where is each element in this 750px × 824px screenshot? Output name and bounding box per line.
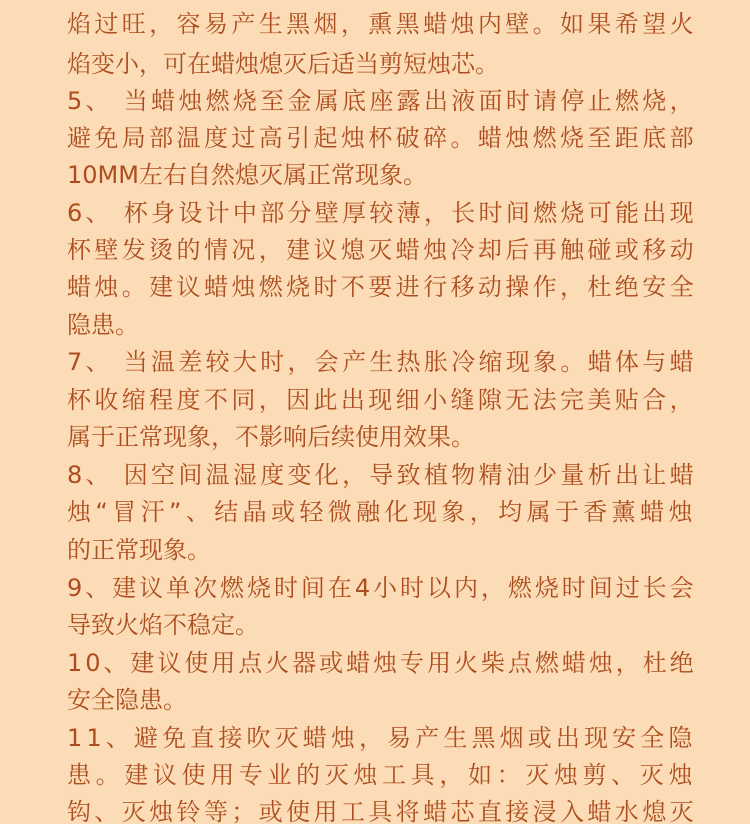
text-line: 避免局部温度过高引起烛杯破碎。蜡烛燃烧至距底部 <box>67 124 697 152</box>
text-line: 蜡烛。建议蜡烛燃烧时不要进行移动操作，杜绝安全 <box>67 273 697 301</box>
text-line: 安全隐患。 <box>67 686 187 714</box>
text-line: 11、避免直接吹灭蜡烛，易产生黑烟或出现安全隐 <box>67 724 697 752</box>
text-line: 的正常现象。 <box>67 536 211 564</box>
text-line: 9、建议单次燃烧时间在4小时以内，燃烧时间过长会 <box>67 574 697 602</box>
text-line: 焰过旺，容易产生黑烟，熏黑蜡烛内壁。如果希望火 <box>67 10 697 38</box>
text-line: 5、 当蜡烛燃烧至金属底座露出液面时请停止燃烧， <box>67 87 697 115</box>
text-line: 导致火焰不稳定。 <box>67 611 259 639</box>
text-line: 10、建议使用点火器或蜡烛专用火柴点燃蜡烛，杜绝 <box>67 649 697 677</box>
text-line: 10MM左右自然熄灭属正常现象。 <box>67 161 427 189</box>
text-line: 杯壁发烫的情况，建议熄灭蜡烛冷却后再触碰或移动 <box>67 236 697 264</box>
text-line: 6、 杯身设计中部分壁厚较薄，长时间燃烧可能出现 <box>67 199 697 227</box>
text-line: 属于正常现象，不影响后续使用效果。 <box>67 423 475 451</box>
text-line: 烛“冒汗”、结晶或轻微融化现象，均属于香薰蜡烛 <box>67 498 697 526</box>
text-line: 隐患。 <box>67 311 139 339</box>
text-line: 7、 当温差较大时，会产生热胀冷缩现象。蜡体与蜡 <box>67 348 697 376</box>
text-line: 患。建议使用专业的灭烛工具，如：灭烛剪、灭烛 <box>67 761 698 789</box>
text-line: 8、 因空间温湿度变化，导致植物精油少量析出让蜡 <box>67 461 697 489</box>
text-line: 焰变小，可在蜡烛熄灭后适当剪短烛芯。 <box>67 50 499 78</box>
text-line: 钩、灭烛铃等；或使用工具将蜡芯直接浸入蜡水熄灭 <box>67 798 697 824</box>
text-line: 杯收缩程度不同，因此出现细小缝隙无法完美贴合， <box>67 386 697 414</box>
